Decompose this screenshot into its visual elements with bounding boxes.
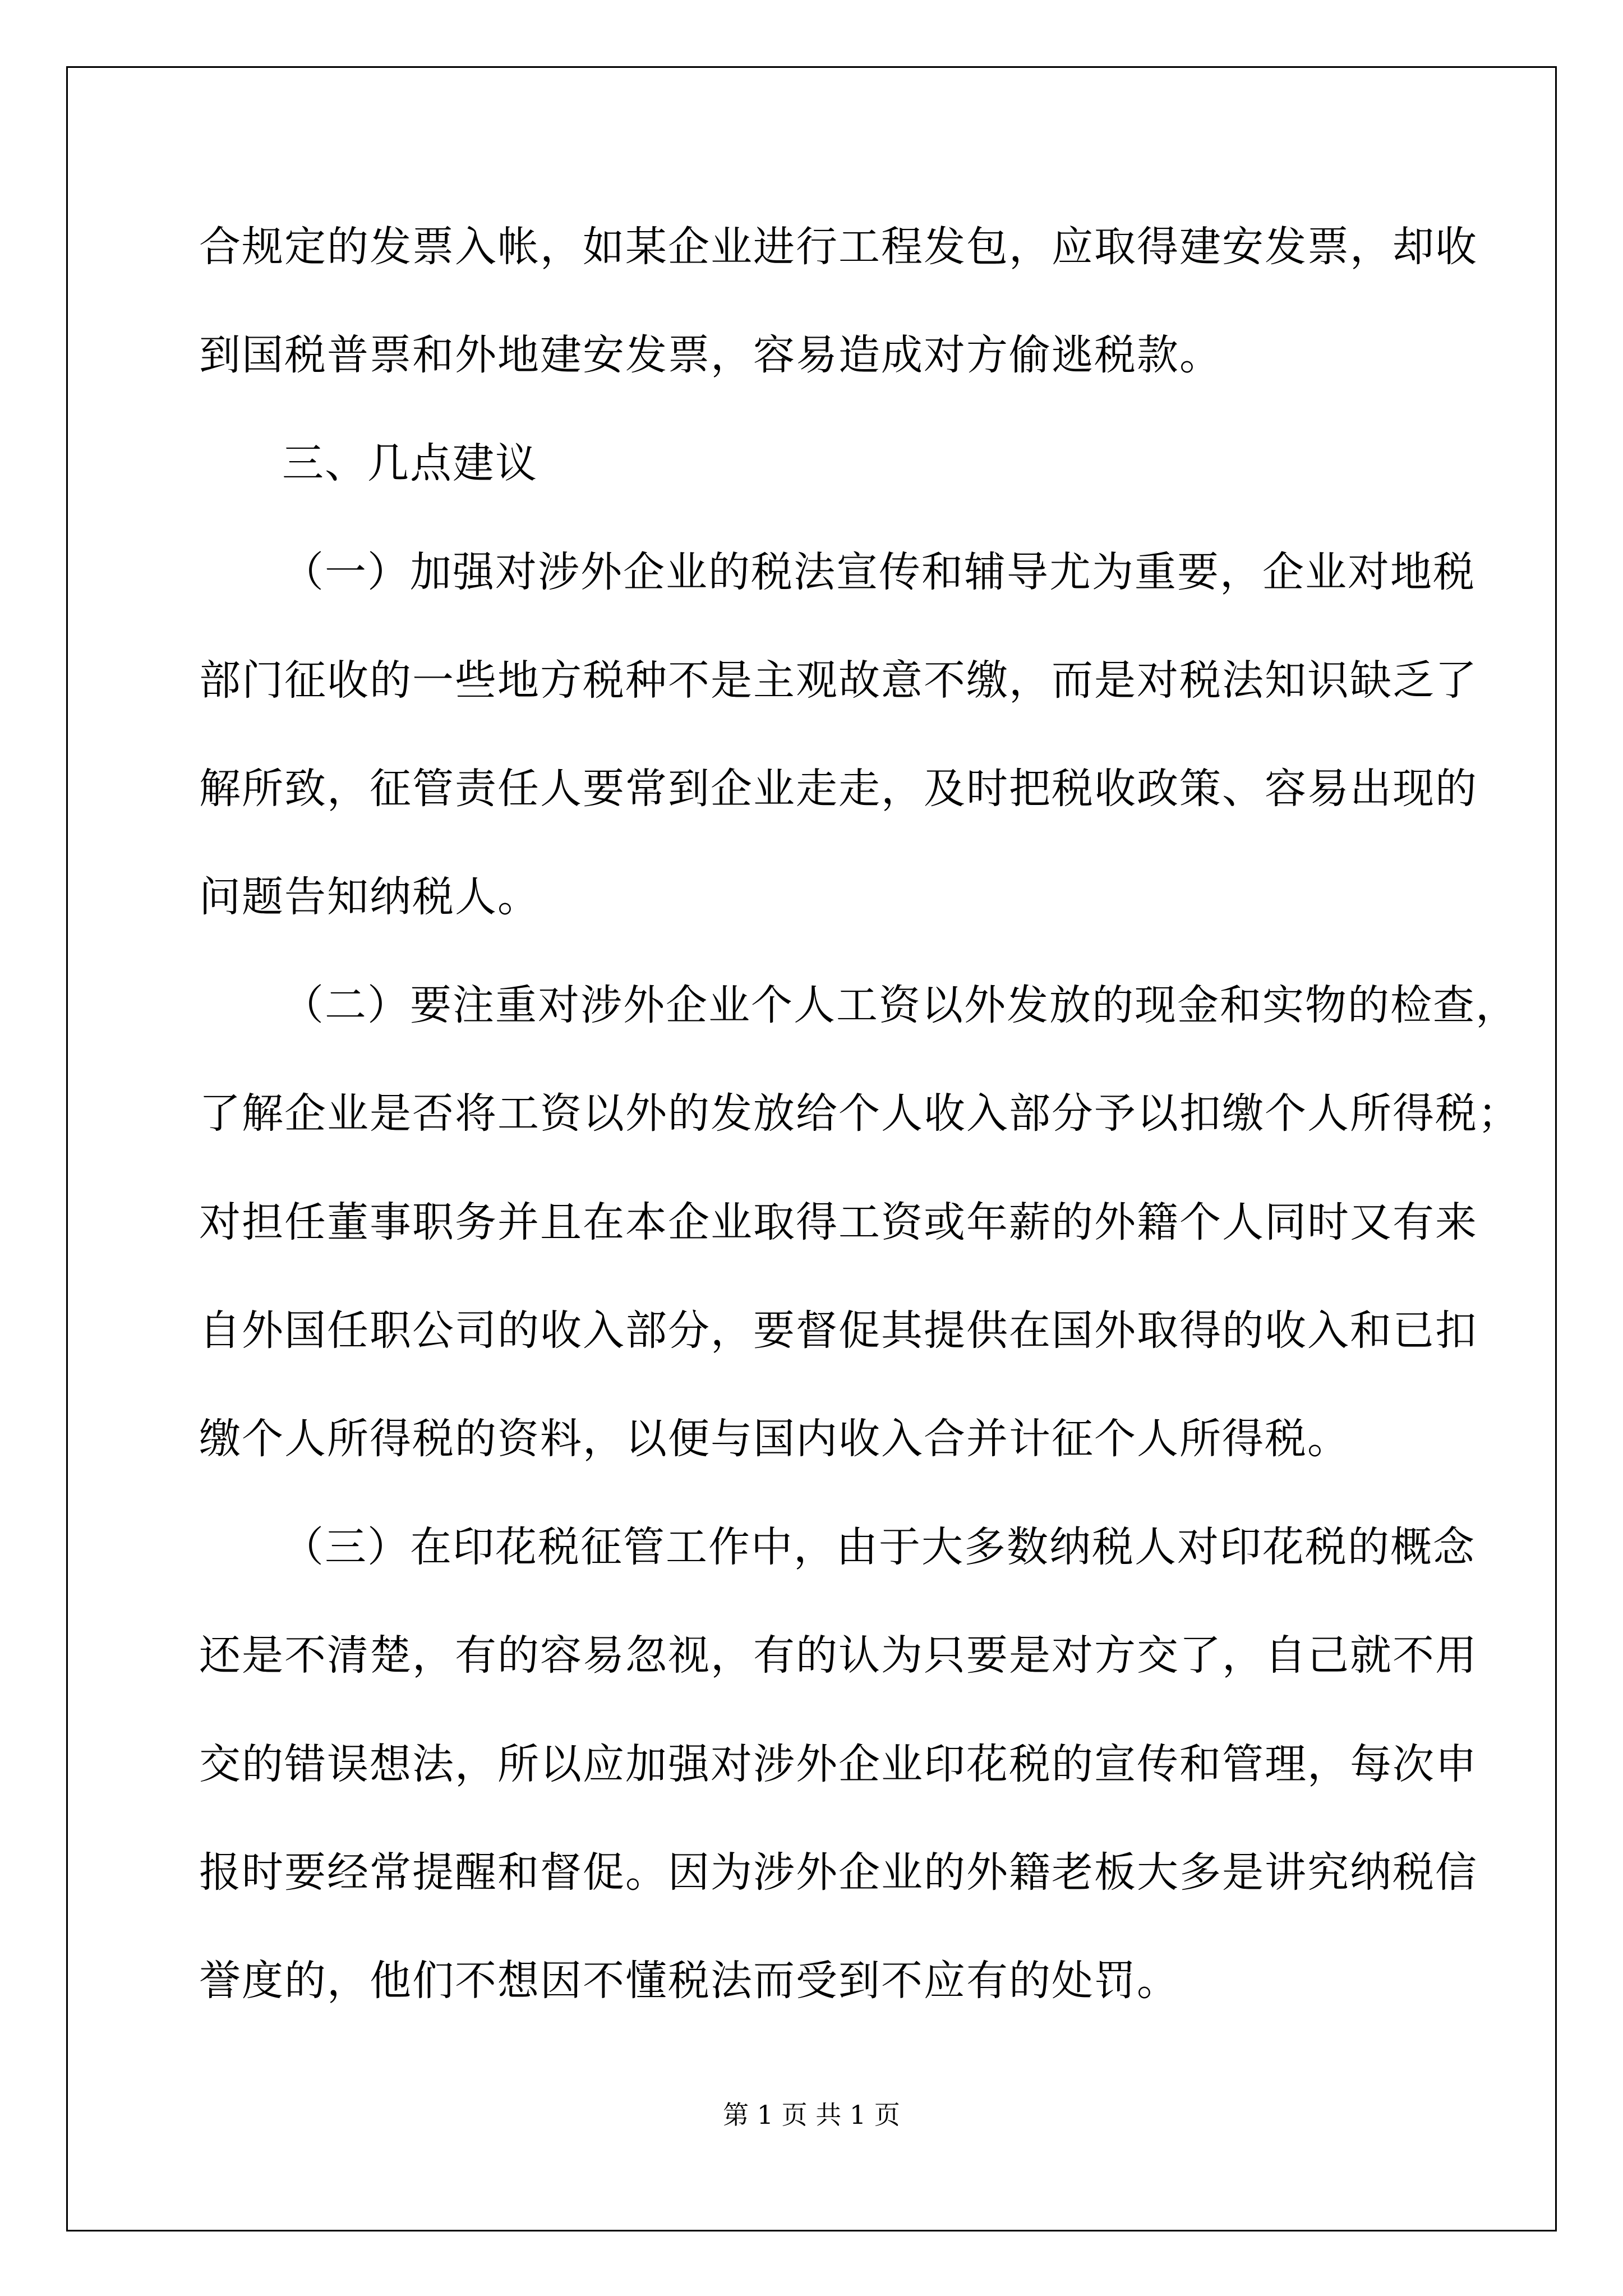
text-line: 问题告知纳税人。 bbox=[199, 873, 540, 921]
section-heading: 三、几点建议 bbox=[282, 439, 538, 487]
text-line: 缴个人所得税的资料，以便与国内收入合并计征个人所得税。 bbox=[199, 1415, 1350, 1463]
text-line: 交的错误想法，所以应加强对涉外企业印花税的宣传和管理，每次申 bbox=[199, 1740, 1478, 1788]
text-line: 对担任董事职务并且在本企业取得工资或年薪的外籍个人同时又有来 bbox=[199, 1198, 1478, 1246]
text-line: （一）加强对涉外企业的税法宣传和辅导尤为重要，企业对地税 bbox=[282, 548, 1476, 596]
text-line: 了解企业是否将工资以外的发放给个人收入部分予以扣缴个人所得税； bbox=[199, 1089, 1520, 1138]
page-footer: 第 1 页 共 1 页 bbox=[723, 2100, 900, 2130]
page-frame bbox=[66, 66, 1557, 2231]
text-line: 解所致，征管责任人要常到企业走走，及时把税收政策、容易出现的 bbox=[199, 765, 1478, 813]
text-line: 誉度的，他们不想因不懂税法而受到不应有的处罚。 bbox=[199, 1957, 1179, 2005]
text-line: 部门征收的一些地方税种不是主观故意不缴，而是对税法知识缺乏了 bbox=[199, 656, 1478, 705]
text-line: （二）要注重对涉外企业个人工资以外发放的现金和实物的检查， bbox=[282, 981, 1518, 1029]
text-line: （三）在印花税征管工作中，由于大多数纳税人对印花税的概念 bbox=[282, 1523, 1476, 1571]
text-line: 合规定的发票入帐，如某企业进行工程发包，应取得建安发票，却收 bbox=[199, 223, 1478, 271]
text-line: 自外国任职公司的收入部分，要督促其提供在国外取得的收入和已扣 bbox=[199, 1306, 1478, 1355]
text-line: 还是不清楚，有的容易忽视，有的认为只要是对方交了，自己就不用 bbox=[199, 1631, 1478, 1680]
text-line: 到国税普票和外地建安发票，容易造成对方偷逃税款。 bbox=[199, 331, 1222, 379]
text-line: 报时要经常提醒和督促。因为涉外企业的外籍老板大多是讲究纳税信 bbox=[199, 1848, 1478, 1897]
